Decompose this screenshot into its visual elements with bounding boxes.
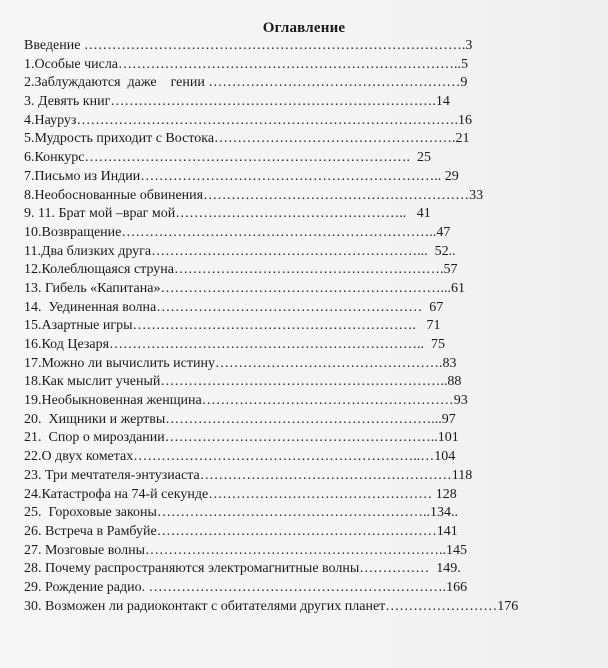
toc-entry-text: 24.Катастрофа на 74-й секунде………………………………………… 128 <box>24 486 457 502</box>
toc-entry-text: 2.Заблуждаются даже гении ………………………………………………9 <box>24 75 468 91</box>
toc-entry-text: 11.Два близких друга…………………………………………………... 52.. <box>24 243 456 259</box>
toc-entry-text: 22.О двух кометах……………………………………………………..…104 <box>24 449 456 465</box>
toc-entry <box>24 56 594 75</box>
toc-entry-text: 13. Гибель «Капитана»……………………………………………………...61 <box>24 280 465 296</box>
toc-entry-text: 18.Как мыслит ученый……………………………………………………..88 <box>24 374 462 390</box>
toc-entry-text: 19.Необыкновенная женщина………………………………………………93 <box>24 393 468 409</box>
toc-entry <box>24 579 594 598</box>
toc-entry-text: 6.Конкурс……………………………………………………………. 25 <box>24 150 431 166</box>
toc-entry <box>24 299 594 318</box>
toc-entry <box>24 542 594 561</box>
toc-entry <box>24 467 594 486</box>
toc-entry-text: 29. Рождение радио. ……………………………………………………….166 <box>24 579 468 595</box>
toc-entry-text: 16.Код Цезаря………………………………………………………….. 75 <box>24 337 446 352</box>
toc-entry-text: 4.Науруз……………………………………………………………………….16 <box>24 112 472 128</box>
toc-entry <box>24 336 594 355</box>
toc-entry-text: 5.Мудрость приходит с Востока…………………………………………….21 <box>24 131 470 147</box>
toc-entry <box>24 93 594 112</box>
toc-entry <box>24 243 594 262</box>
table-of-contents <box>24 37 594 616</box>
toc-entry <box>24 411 594 430</box>
toc-entry-text: 8.Необоснованные обвинения…………………………………………………33 <box>24 187 484 203</box>
toc-entry-text: 17.Можно ли вычислить истину………………………………………….83 <box>24 355 457 371</box>
toc-entry <box>24 149 594 168</box>
toc-entry <box>24 448 594 467</box>
toc-entry-text: 12.Колеблющаяся струна………………………………………………….57 <box>24 262 458 278</box>
toc-entry <box>24 392 594 411</box>
toc-entry-text: 28. Почему распространяются электромагнитные волны…………… 149. <box>24 561 461 577</box>
toc-entry <box>24 37 594 56</box>
toc-entry-text: 10.Возвращение…………………………………………………………..47 <box>24 224 451 240</box>
toc-entry <box>24 486 594 505</box>
toc-entry-text: Введение ……………………………………………………………………….3 <box>24 38 473 53</box>
toc-entry-text: 26. Встреча в Рамбуйе……………………………………………………141 <box>24 523 458 539</box>
toc-entry-text: 30. Возможен ли радиоконтакт с обитателями других планет……………………176 <box>24 598 519 614</box>
toc-entry-text: 25. Гороховые законы…………………………………………………..134.. <box>24 505 458 521</box>
toc-entry <box>24 130 594 149</box>
toc-entry-text: 7.Письмо из Индии……………………………………………………….. 29 <box>24 168 459 184</box>
toc-entry <box>24 280 594 299</box>
toc-entry <box>24 429 594 448</box>
toc-entry <box>24 598 594 617</box>
toc-entry <box>24 373 594 392</box>
toc-entry-text: 1.Особые числа………………………………………………………………..5 <box>24 56 469 72</box>
toc-entry <box>24 355 594 374</box>
toc-entry <box>24 224 594 243</box>
toc-entry <box>24 504 594 523</box>
toc-entry <box>24 205 594 224</box>
toc-entry-text: 9. 11. Брат мой –враг мой………………………………………….. 41 <box>24 206 431 222</box>
toc-entry <box>24 560 594 579</box>
toc-entry <box>24 112 594 131</box>
toc-entry-text: 21. Спор о мироздании…………………………………………………..101 <box>24 430 459 446</box>
page-title: Оглавление <box>262 20 346 36</box>
toc-entry <box>24 523 594 542</box>
toc-entry <box>24 317 594 336</box>
toc-entry-text: 23. Три мечтателя-энтузиаста………………………………………………118 <box>24 467 473 483</box>
toc-entry-text: 3. Девять книг…………………………………………………………….14 <box>24 94 450 110</box>
toc-entry-text: 14. Уединенная волна………………………………………………… 67 <box>24 299 444 315</box>
toc-entry-text: 20. Хищники и жертвы…………………………………………………...97 <box>24 411 456 427</box>
toc-entry-text: 27. Мозговые волны………………………………………………………..145 <box>24 542 467 558</box>
toc-entry-text: 15.Азартные игры……………………………………………………. 71 <box>24 318 441 334</box>
toc-entry <box>24 261 594 280</box>
toc-entry <box>24 168 594 187</box>
toc-entry <box>24 187 594 206</box>
toc-entry <box>24 74 594 93</box>
